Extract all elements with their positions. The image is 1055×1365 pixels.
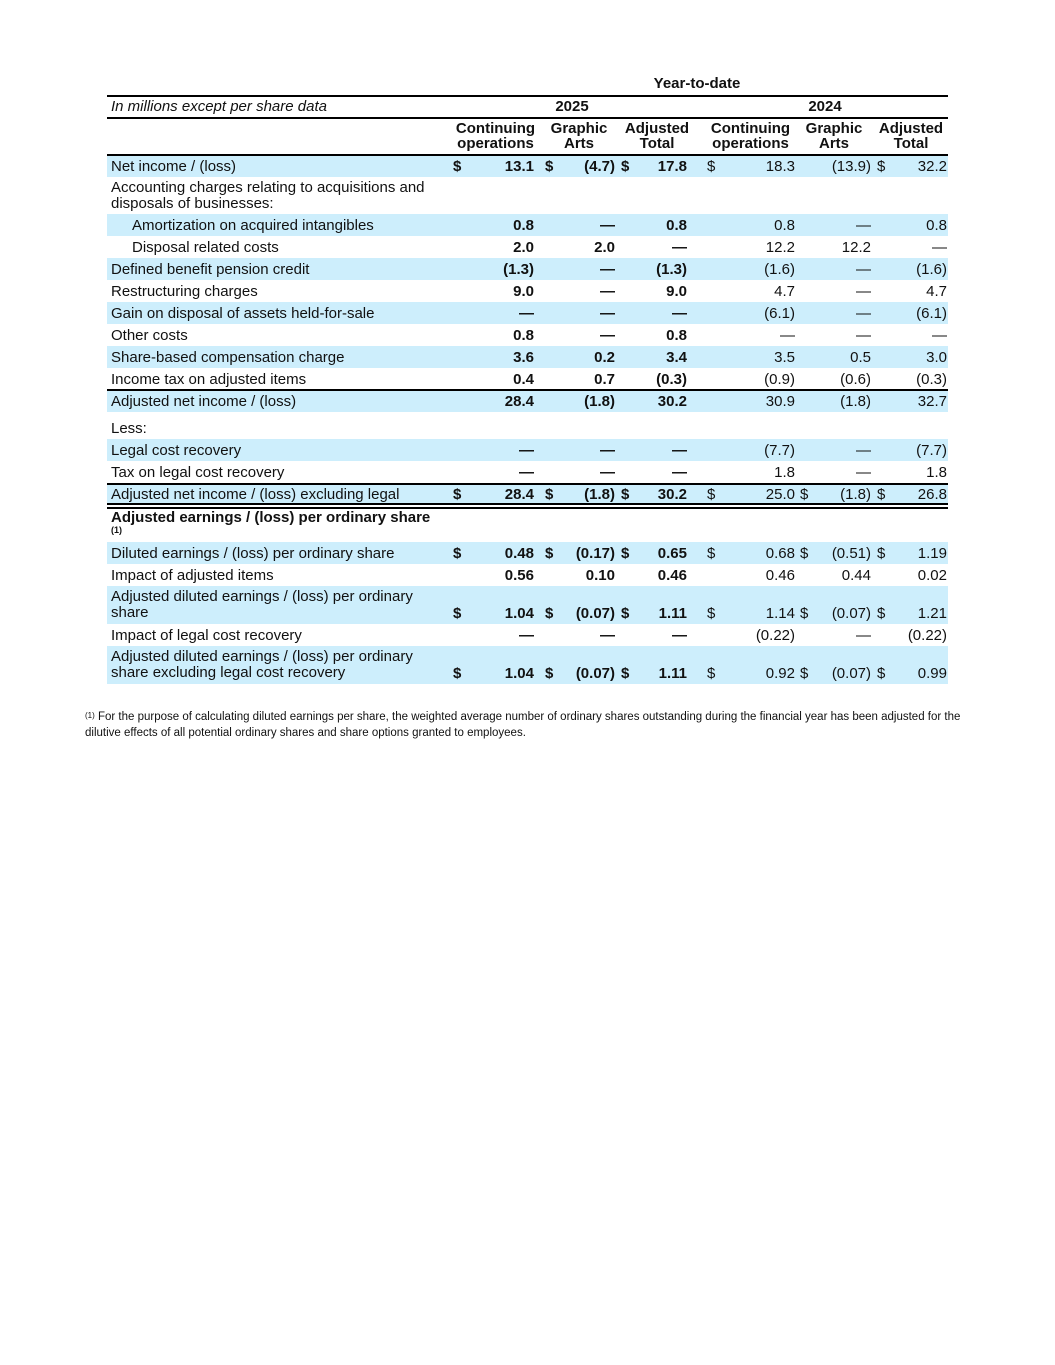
row-label: [111, 327, 188, 344]
table-row: [107, 564, 948, 586]
value-cell: 1.21: [917, 605, 947, 622]
value-cell: 3.0: [926, 348, 947, 366]
row-label: [111, 567, 274, 584]
value-cell: —: [856, 326, 871, 344]
row-label: [111, 393, 296, 410]
row-label-text: Impact of adjusted items: [111, 566, 274, 584]
value-cell: 0.46: [657, 566, 687, 584]
value-cell: 28.4: [504, 485, 534, 503]
value-cell: 26.8: [917, 485, 947, 503]
row-label: [132, 217, 374, 234]
value-cell: (0.07): [831, 605, 871, 622]
row-label-text: Diluted earnings / (loss) per ordinary share: [111, 544, 395, 562]
value-cell: 0.44: [841, 566, 871, 584]
value-cell: (0.3): [916, 370, 947, 388]
header-rule-1: [107, 95, 948, 97]
value-cell: (1.8): [840, 392, 871, 410]
currency-symbol: $: [545, 158, 554, 175]
table-row: [107, 483, 948, 505]
col-header-6-line2: Total: [893, 135, 929, 152]
value-cell: (1.8): [584, 485, 615, 503]
value-cell: —: [600, 463, 615, 481]
table-row: [107, 439, 948, 461]
value-cell: 0.8: [926, 216, 947, 234]
value-cell: 0.2: [594, 348, 615, 366]
row-label-text: Adjusted net income / (loss): [111, 392, 297, 410]
value-cell: (0.6): [840, 370, 871, 388]
value-cell: 1.14: [765, 605, 795, 622]
table-row: [107, 280, 948, 302]
year-2025-header: 2025: [555, 98, 589, 115]
value-cell: 9.0: [513, 282, 534, 300]
footnote-ref: (1): [111, 525, 122, 535]
currency-symbol: $: [800, 544, 809, 562]
row-label: [111, 158, 236, 175]
row-label: [111, 442, 241, 459]
value-cell: (1.8): [584, 392, 615, 410]
col-header-1: [447, 121, 544, 151]
col-header-3: [619, 121, 695, 151]
value-cell: —: [932, 238, 947, 256]
row-label: [111, 589, 413, 621]
row-label-text: Defined benefit pension credit: [111, 260, 310, 278]
value-cell: —: [672, 441, 687, 459]
table-row: [107, 624, 948, 646]
table-row: [107, 177, 948, 214]
currency-symbol: $: [707, 605, 716, 622]
currency-symbol: $: [621, 158, 630, 175]
row-label-line: disposals of businesses:: [111, 194, 274, 212]
value-cell: —: [856, 441, 871, 459]
value-cell: —: [856, 463, 871, 481]
col-header-5: [799, 121, 869, 151]
row-label: [111, 305, 374, 322]
col-header-5-line2: Arts: [818, 135, 849, 152]
value-cell: 9.0: [666, 282, 687, 300]
value-cell: 30.2: [657, 392, 687, 410]
currency-symbol: $: [453, 665, 462, 682]
currency-symbol: $: [545, 544, 554, 562]
col-header-2: [544, 121, 614, 151]
row-label-line: Adjusted diluted earnings / (loss) per ordinary: [111, 648, 413, 665]
value-cell: 0.8: [666, 216, 687, 234]
row-label-line: share: [111, 604, 149, 621]
row-label: [111, 464, 284, 481]
value-cell: 17.8: [657, 158, 687, 175]
value-cell: 3.6: [513, 348, 534, 366]
col-header-1-line1: Continuing: [455, 120, 536, 137]
col-header-3-line2: Total: [639, 135, 675, 152]
value-cell: —: [600, 304, 615, 322]
year-2024-header: 2024: [808, 98, 842, 115]
footnote-text: For the purpose of calculating diluted earnings per share, the weighted average number of ordinary shares outstanding during the financial year has been adjusted for the dilutive effects of all potential ordinary shares and share options granted to employees.: [85, 711, 961, 739]
value-cell: 2.0: [513, 238, 534, 256]
value-cell: (1.3): [503, 260, 534, 278]
value-cell: (6.1): [916, 304, 947, 322]
value-cell: —: [600, 441, 615, 459]
value-cell: (6.1): [764, 304, 795, 322]
currency-symbol: $: [621, 485, 630, 503]
col-header-6-line1: Adjusted: [878, 120, 944, 137]
row-label: [111, 627, 302, 644]
value-cell: 18.3: [765, 158, 795, 175]
value-cell: 32.2: [917, 158, 947, 175]
row-label: [111, 420, 147, 437]
row-label: [111, 545, 394, 562]
currency-symbol: $: [877, 485, 886, 503]
value-cell: 0.92: [765, 665, 795, 682]
row-label-text: Net income / (loss): [111, 158, 237, 175]
value-cell: (1.8): [840, 485, 871, 503]
row-label: [111, 180, 425, 212]
value-cell: 1.11: [658, 665, 687, 682]
value-cell: (0.22): [907, 626, 947, 644]
currency-symbol: $: [877, 665, 886, 682]
value-cell: (1.6): [916, 260, 947, 278]
units-label: In millions except per share data: [111, 98, 327, 115]
row-label: [111, 486, 400, 503]
currency-symbol: $: [800, 605, 809, 622]
value-cell: 0.99: [917, 665, 947, 682]
footnote-marker: (1): [85, 711, 95, 720]
value-cell: —: [856, 304, 871, 322]
value-cell: 25.0: [765, 485, 795, 503]
col-header-1-line2: operations: [457, 135, 534, 152]
value-cell: 4.7: [774, 282, 795, 300]
value-cell: —: [519, 304, 534, 322]
value-cell: 3.5: [774, 348, 795, 366]
value-cell: (1.6): [764, 260, 795, 278]
row-label-text: Share-based compensation charge: [111, 348, 345, 366]
col-header-4-line1: Continuing: [710, 120, 791, 137]
value-cell: 3.4: [666, 348, 687, 366]
currency-symbol: $: [453, 544, 462, 562]
value-cell: 0.68: [765, 544, 795, 562]
col-header-3-line1: Adjusted: [624, 120, 690, 137]
currency-symbol: $: [707, 665, 716, 682]
total-rule-double-1: [107, 503, 948, 505]
col-header-2-line2: Arts: [563, 135, 594, 152]
value-cell: —: [519, 463, 534, 481]
table-row: [107, 258, 948, 280]
value-cell: (13.9): [831, 158, 871, 175]
subtotal-rule: [107, 389, 948, 391]
row-label: [111, 509, 430, 535]
value-cell: 1.04: [504, 665, 534, 682]
value-cell: 0.65: [657, 544, 687, 562]
value-cell: 0.8: [666, 326, 687, 344]
table-row: [107, 302, 948, 324]
value-cell: (0.9): [764, 370, 795, 388]
row-label-text: Tax on legal cost recovery: [111, 463, 285, 481]
currency-symbol: $: [707, 544, 716, 562]
row-label: [111, 649, 413, 681]
value-cell: 0.56: [504, 566, 534, 584]
value-cell: 0.5: [850, 348, 871, 366]
row-label: [111, 283, 258, 300]
row-label-text: Impact of legal cost recovery: [111, 626, 302, 644]
header-rule-2: [107, 117, 948, 119]
row-label-text: Restructuring charges: [111, 282, 258, 300]
value-cell: —: [856, 282, 871, 300]
currency-symbol: $: [621, 544, 630, 562]
table-row: [107, 646, 948, 684]
value-cell: (0.07): [575, 665, 615, 682]
value-cell: —: [519, 441, 534, 459]
value-cell: 0.8: [774, 216, 795, 234]
table-row: [107, 390, 948, 412]
value-cell: (0.51): [831, 544, 871, 562]
value-cell: (7.7): [764, 441, 795, 459]
value-cell: 1.8: [926, 463, 947, 481]
value-cell: 4.7: [926, 282, 947, 300]
currency-symbol: $: [545, 665, 554, 682]
value-cell: 30.2: [657, 485, 687, 503]
table-row: [107, 346, 948, 368]
value-cell: —: [672, 304, 687, 322]
row-label-text: Legal cost recovery: [111, 441, 242, 459]
value-cell: 12.2: [765, 238, 795, 256]
row-label-text: Income tax on adjusted items: [111, 370, 307, 388]
table-row: [107, 324, 948, 346]
table-row: [107, 368, 948, 390]
table-row: [107, 214, 948, 236]
value-cell: 0.48: [504, 544, 534, 562]
value-cell: 1.19: [917, 544, 947, 562]
value-cell: (0.07): [831, 665, 871, 682]
value-cell: —: [856, 260, 871, 278]
value-cell: —: [672, 626, 687, 644]
row-label-text: Adjusted net income / (loss) excluding legal: [111, 485, 400, 503]
row-label-line: Adjusted diluted earnings / (loss) per ordinary: [111, 588, 413, 605]
value-cell: (4.7): [584, 158, 615, 175]
col-header-6: [874, 121, 948, 151]
value-cell: 0.8: [513, 326, 534, 344]
footnote: [85, 709, 985, 741]
table-row: [107, 461, 948, 483]
value-cell: —: [672, 463, 687, 481]
row-label-line: Accounting charges relating to acquisitions and: [111, 178, 425, 196]
row-label-text: Amortization on acquired intangibles: [132, 216, 374, 234]
total-rule-top: [107, 483, 948, 485]
currency-symbol: $: [621, 665, 630, 682]
col-header-2-line1: Graphic: [550, 120, 608, 137]
value-cell: 0.7: [594, 370, 615, 388]
value-cell: 1.8: [774, 463, 795, 481]
currency-symbol: $: [621, 605, 630, 622]
value-cell: —: [600, 260, 615, 278]
currency-symbol: $: [800, 485, 809, 503]
row-label-line: share excluding legal cost recovery: [111, 664, 346, 681]
row-label-text: Less:: [111, 419, 147, 437]
value-cell: —: [600, 326, 615, 344]
table-row: [107, 156, 948, 177]
currency-symbol: $: [453, 605, 462, 622]
value-cell: 30.9: [765, 392, 795, 410]
row-label-text: Other costs: [111, 326, 188, 344]
value-cell: 0.02: [917, 566, 947, 584]
col-header-4-line2: operations: [712, 135, 789, 152]
table-row: [107, 506, 948, 542]
value-cell: 12.2: [841, 238, 871, 256]
row-label-text: Disposal related costs: [132, 238, 279, 256]
value-cell: —: [856, 216, 871, 234]
col-header-5-line1: Graphic: [805, 120, 863, 137]
value-cell: —: [780, 326, 795, 344]
currency-symbol: $: [453, 485, 462, 503]
value-cell: 2.0: [594, 238, 615, 256]
currency-symbol: $: [707, 158, 716, 175]
value-cell: (7.7): [916, 441, 947, 459]
row-label: [132, 239, 279, 256]
value-cell: —: [519, 626, 534, 644]
value-cell: 13.1: [504, 158, 534, 175]
value-cell: 0.46: [765, 566, 795, 584]
table-row: [107, 586, 948, 624]
row-label-text: Gain on disposal of assets held-for-sale: [111, 304, 375, 322]
table-row: [107, 236, 948, 258]
table-row: [107, 417, 948, 439]
value-cell: (0.07): [575, 605, 615, 622]
total-rule-double-2: [107, 507, 948, 509]
table-row: [107, 542, 948, 564]
value-cell: 0.10: [585, 566, 615, 584]
value-cell: —: [672, 238, 687, 256]
value-cell: —: [600, 626, 615, 644]
currency-symbol: $: [877, 605, 886, 622]
row-label: [111, 349, 344, 366]
row-label: [111, 371, 306, 388]
currency-symbol: $: [453, 158, 462, 175]
value-cell: (1.3): [656, 260, 687, 278]
value-cell: (0.3): [656, 370, 687, 388]
currency-symbol: $: [877, 158, 886, 175]
value-cell: —: [600, 216, 615, 234]
row-label: [111, 261, 309, 278]
currency-symbol: $: [800, 665, 809, 682]
col-header-4: [702, 121, 799, 151]
period-header: Year-to-date: [653, 75, 741, 92]
value-cell: —: [856, 626, 871, 644]
value-cell: 0.4: [513, 370, 534, 388]
value-cell: 32.7: [917, 392, 947, 410]
value-cell: —: [600, 282, 615, 300]
currency-symbol: $: [545, 605, 554, 622]
currency-symbol: $: [877, 544, 886, 562]
value-cell: 28.4: [504, 392, 534, 410]
currency-symbol: $: [545, 485, 554, 503]
value-cell: (0.22): [755, 626, 795, 644]
value-cell: (0.17): [575, 544, 615, 562]
value-cell: —: [932, 326, 947, 344]
value-cell: 1.04: [504, 605, 534, 622]
value-cell: 0.8: [513, 216, 534, 234]
value-cell: 1.11: [658, 605, 687, 622]
row-label-text: Adjusted earnings / (loss) per ordinary share: [111, 509, 431, 526]
currency-symbol: $: [707, 485, 716, 503]
